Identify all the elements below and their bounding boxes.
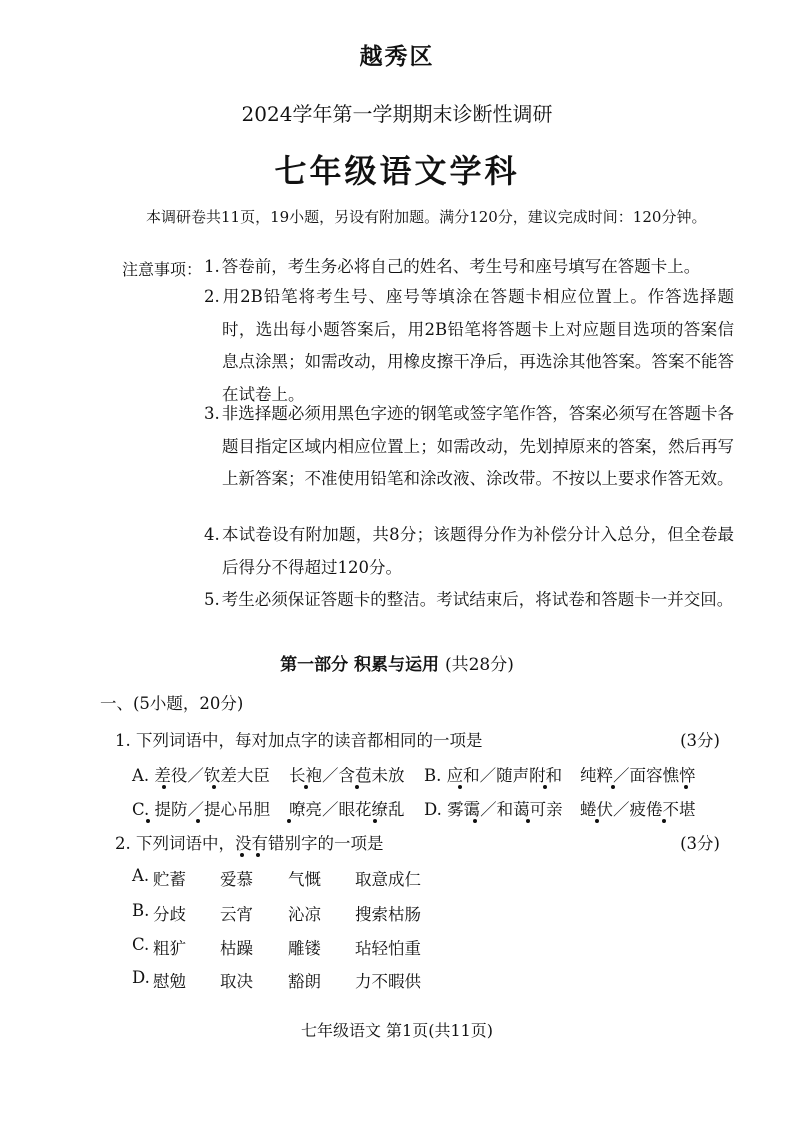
word: 沁凉 <box>288 905 321 924</box>
word: 慰勉 <box>153 972 186 991</box>
question-1-points: (3分) <box>680 731 720 750</box>
exam-title: 2024学年第一学期期末诊断性调研 <box>241 102 553 126</box>
part-score: (共28分) <box>444 655 514 675</box>
option-letter: B. <box>424 766 442 785</box>
word: 枯躁 <box>220 939 253 958</box>
subject-title: 七年级语文学科 <box>274 152 520 190</box>
word: 气慨 <box>288 870 321 889</box>
note-text: 答卷前，考生务必将自己的姓名、考生号和座号填写在答题卡上。 <box>221 257 701 276</box>
note-number: 3. <box>204 404 220 423</box>
district-title: 越秀区 <box>359 44 435 70</box>
word: 云宵 <box>220 905 253 924</box>
q1-option-a-second: 长袍／含苞未放 <box>289 766 405 785</box>
option-letter: A. <box>132 766 150 785</box>
note-text: 用2B铅笔将考生号、座号等填涂在答题卡相应位置上。作答选择题时，选出每小题答案后，用2B铅笔将答题卡上对应题目选项的答案信息点涂黑；如需改动，用橡皮擦干净后，再选涂其他答案。答案不能答在试卷上。 <box>221 287 734 404</box>
note-number: 1. <box>204 257 220 276</box>
word: 贮蓄 <box>153 870 186 889</box>
note-number: 2. <box>204 287 220 306</box>
question-2-points: (3分) <box>680 834 720 853</box>
q1-option-b-second: 纯粹／面容憔悴 <box>580 766 696 785</box>
word: 豁朗 <box>288 972 321 991</box>
part-title-text: 第一部分 积累与运用 <box>280 655 440 675</box>
q1-option-c-second: 嘹亮／眼花缭乱 <box>289 800 405 819</box>
word: 爱慕 <box>220 870 253 889</box>
note-text: 考生必须保证答题卡的整洁。考试结束后，将试卷和答题卡一并交回。 <box>221 590 734 609</box>
word: 玷轻怕重 <box>355 939 421 958</box>
option-letter: D. <box>424 800 442 819</box>
word: 雕镂 <box>288 939 321 958</box>
notes-label: 注意事项： <box>122 260 203 279</box>
option-letter: D. <box>132 968 150 987</box>
word: 粗犷 <box>153 939 186 958</box>
note-text: 本试卷设有附加题，共8分；该题得分作为补偿分计入总分，但全卷最后得分不得超过120分。 <box>221 525 734 577</box>
option-word-pair: 提防／提心吊胆 <box>154 800 271 819</box>
q2-option-c <box>132 935 149 954</box>
section-title: 一、(5小题，20分) <box>100 694 244 713</box>
option-letter: C. <box>132 935 150 954</box>
exam-intro: 本调研卷共11页，19小题，另设有附加题。满分120分，建议完成时间：120分钟。 <box>146 208 707 226</box>
word: 取意成仁 <box>355 870 421 889</box>
word: 搜索枯肠 <box>355 905 421 924</box>
option-word-pair: 雾霭／和蔼可亲 <box>447 800 563 819</box>
option-word-pair: 差役／钦差大臣 <box>154 766 270 785</box>
word: 取决 <box>220 972 253 991</box>
question-2-stem: 2. 下列词语中，没有错别字的一项是 <box>115 834 384 853</box>
q2-option-d <box>132 968 150 987</box>
word: 力不暇供 <box>355 972 421 991</box>
option-letter: A. <box>132 866 150 885</box>
page-footer: 七年级语文 第1页(共11页) <box>300 1021 494 1040</box>
word: 分歧 <box>153 905 186 924</box>
note-text: 非选择题必须用黑色字迹的钢笔或签字笔作答，答案必须写在答题卡各题目指定区域内相应位置上；如需改动，先划掉原来的答案，然后再写上新答案；不准使用铅笔和涂改液、涂改带。不按以上要求作答无效。 <box>221 404 734 488</box>
option-letter: C. <box>132 800 150 819</box>
q2-option-a <box>132 866 149 885</box>
option-letter: B. <box>132 901 150 920</box>
option-word-pair: 应和／随声附和 <box>446 766 563 785</box>
q2-option-b <box>132 901 149 920</box>
note-number: 5. <box>204 590 220 609</box>
question-1-stem: 1. 下列词语中，每对加点字的读音都相同的一项是 <box>115 731 483 750</box>
note-number: 4. <box>204 525 220 544</box>
q1-option-d-second: 蜷伏／疲倦不堪 <box>580 800 696 819</box>
